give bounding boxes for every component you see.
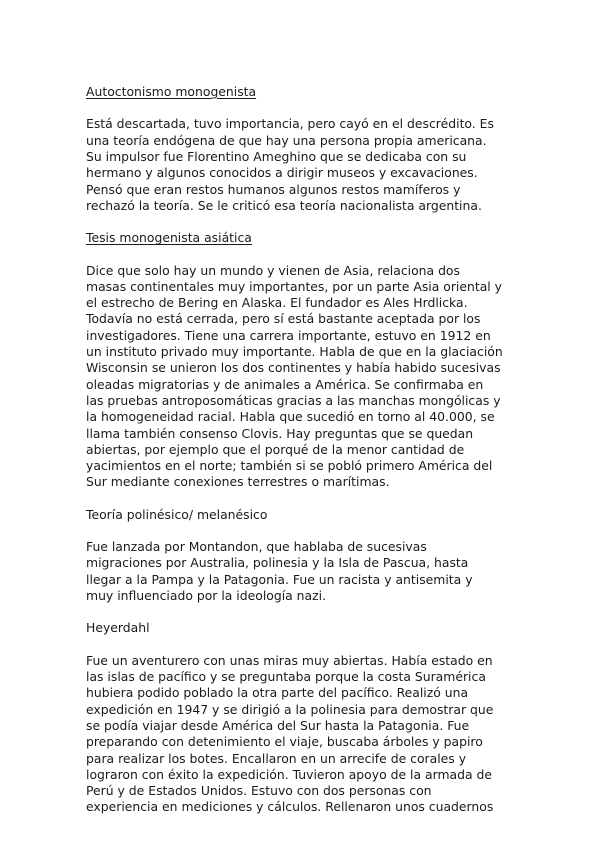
- text-line: para realizar los botes. Encallaron en un arrecife de corales y: [86, 750, 467, 766]
- text-line: investigadores. Tiene una carrera importante, estuvo en 1912 en: [86, 327, 491, 343]
- text-line: abiertas, por ejemplo que el porqué de la menor cantidad de: [86, 441, 465, 457]
- text-line: las islas de pacífico y se preguntaba porque la costa Suramérica: [86, 669, 486, 685]
- text-line: Está descartada, tuvo importancia, pero cayó en el descrédito. Es: [86, 116, 494, 132]
- text-line: Fue lanzada por Montandon, que hablaba de sucesivas: [86, 539, 427, 555]
- text-line: el estrecho de Bering en Alaska. El fundador es Ales Hrdlicka.: [86, 295, 468, 311]
- paragraph-tesis-asiatica: [86, 263, 518, 491]
- text-line: llegar a la Pampa y la Patagonia. Fue un racista y antisemita y: [86, 571, 473, 587]
- text-line: Todavía no está cerrada, pero sí está bastante aceptada por los: [86, 311, 481, 327]
- section-heading-heyerdahl: Heyerdahl: [86, 620, 150, 636]
- paragraph-autoctonismo: [86, 116, 518, 214]
- text-line: oleadas migratorias y de animales a América. Se confirmaba en: [86, 376, 484, 392]
- text-line: migraciones por Australia, polinesia y la Isla de Pascua, hasta: [86, 555, 469, 571]
- section-heading-polinesico: Teoría polinésico/ melanésico: [86, 506, 268, 522]
- text-line: se podía viajar desde América del Sur hasta la Patagonia. Fue: [86, 717, 470, 733]
- text-line: Dice que solo hay un mundo y vienen de Asia, relaciona dos: [86, 262, 460, 278]
- text-line: Perú y de Estados Unidos. Estuvo con dos personas con: [86, 783, 432, 799]
- text-line: experiencia en mediciones y cálculos. Rellenaron unos cuadernos: [86, 799, 494, 815]
- text-line: hubiera podido poblado la otra parte del pacífico. Realizó una: [86, 685, 469, 701]
- text-line: preparando con detenimiento el viaje, buscaba árboles y papiro: [86, 734, 483, 750]
- text-line: Su impulsor fue Florentino Ameghino que se dedicaba con su: [86, 149, 467, 164]
- text-line: hermano y algunos conocidos a dirigir museos y excavaciones.: [86, 165, 478, 181]
- text-line: una teoría endógena de que hay una persona propia americana.: [86, 132, 487, 148]
- text-line: un instituto privado muy importante. Habla de que en la glaciación: [86, 344, 503, 360]
- text-line: muy influenciado por la ideología nazi.: [86, 588, 327, 604]
- text-line: Sur mediante conexiones terrestres o marítimas.: [86, 474, 390, 490]
- section-heading-autoctonismo: Autoctonismo monogenista: [86, 84, 257, 99]
- paragraph-polinesico: [86, 539, 518, 604]
- text-line: masas continentales muy importantes, por un parte Asia oriental y: [86, 278, 503, 294]
- text-line: la homogeneidad racial. Habla que sucedió en torno al 40.000, se: [86, 409, 495, 425]
- document-page: [86, 84, 518, 832]
- text-line: Wisconsin se unieron los dos continentes y había habido sucesivas: [86, 360, 501, 376]
- text-line: Pensó que eran restos humanos algunos restos mamíferos y: [86, 181, 461, 197]
- text-line: rechazó la teoría. Se le criticó esa teoría nacionalista argentina.: [86, 197, 482, 213]
- paragraph-heyerdahl: [86, 653, 518, 816]
- text-line: lograron con éxito la expedición. Tuvieron apoyo de la armada de: [86, 766, 493, 782]
- text-line: llama también consenso Clovis. Hay preguntas que se quedan: [86, 425, 474, 441]
- text-line: Fue un aventurero con unas miras muy abiertas. Había estado en: [86, 652, 493, 668]
- text-line: las pruebas antroposomáticas gracias a las manchas mongólicas y: [86, 392, 501, 408]
- section-heading-tesis-asiatica: Tesis monogenista asiática: [86, 230, 252, 246]
- text-line: yacimientos en el norte; también si se pobló primero América del: [86, 458, 493, 474]
- text-line: expedición en 1947 y se dirigió a la polinesia para demostrar que: [86, 701, 494, 717]
